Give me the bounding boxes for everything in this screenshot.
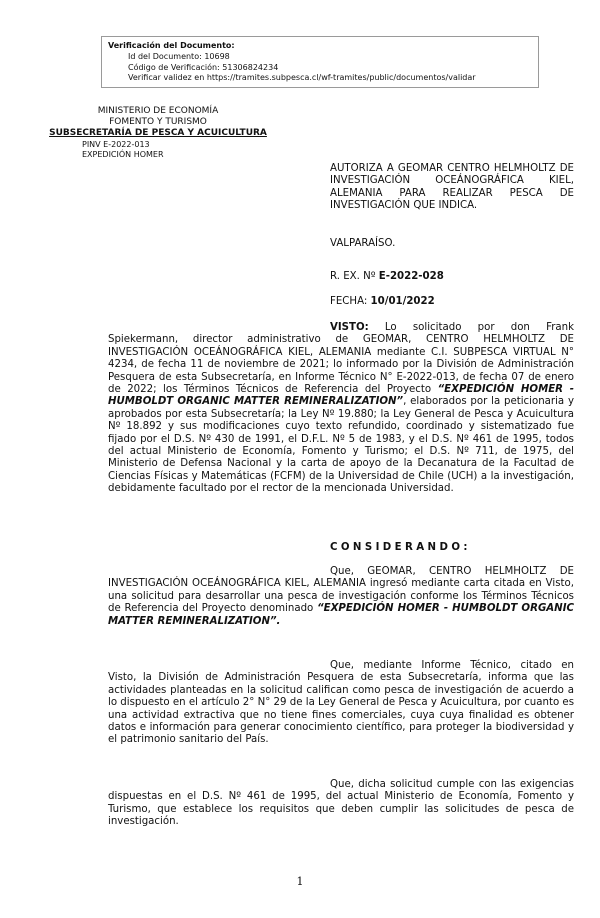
ministry-subname: FOMENTO Y TURISMO [109,117,207,128]
verification-title: Verificación del Documento: [108,41,235,50]
visto-label: VISTO: [330,322,369,333]
subsecretaria-name: SUBSECRETARÍA DE PESCA Y ACUICULTURA [49,128,267,139]
visto-paragraph [108,322,574,496]
city: VALPARAÍSO. [330,238,396,249]
resolution-date-label: FECHA: [330,296,368,307]
ministry-header [34,106,282,160]
considerando-2-text: Que, mediante Informe Técnico, citado en Visto, la División de Administración Pesquera de esta Subsecretaría, informa que las actividades planteadas en la solicitud califican como pesca de investigación de acuerdo a lo dispuesto en el artículo 2° N° 29 de la Ley General de Pesca y Acuicultura, por cuanto es una actividad extractiva que no tiene fines comerciales, cuya cuya finalidad es obtener datos e información para generar conocimiento científico, para proteger la biodiversidad y el patrimonio sanitario del País. [108,660,574,746]
visto-text-1: Lo solicitado por don Frank Spiekermann, director administrativo de GEOMAR, CENTRO HELMHOLTZ DE INVESTIGACIÓN OCEÁNOGRÁFICA KIEL, ALEMANIA mediante C.I. SUBPESCA VIRTUAL N° 4234, de fecha 11 de noviembre de 2021; lo informado por la División de Administración Pesquera de esta Subsecretaría, en Informe Técnico N° E-2022-013, de fecha 07 de enero de 2022; los Términos Técnicos de Referencia del Proyecto [108,322,574,396]
verification-document-id: • Id del Documento: 10698 [128,52,538,63]
considerando-paragraph-1 [108,566,574,628]
verification-code: • Código de Verificación: 51306824234 [128,63,538,74]
ministry-name: MINISTERIO DE ECONOMÍA [97,106,219,116]
considerando-paragraph-2 [108,660,574,747]
visto-text-2: , elaborados por la peticionaria y aprobados por esta Subsecretaría; la Ley Nº 19.880; la Ley General de Pesca y Acuicultura Nº 18.892 y sus modificaciones cuyo texto refundido, coordinado y sistematizado fue fijado por el D.S. Nº 430 de 1991, el D.F.L. Nº 5 de 1983, y el D.S. Nº 461 de 1995, todos del actual Ministerio de Economía, Fomento y Turismo; el D.S. Nº 711, de 1975, del Ministerio de Defensa Nacional y la carta de apoyo de la Decanatura de la Facultad de Ciencias Físicas y Matemáticas (FCFM) de la Universidad de Chile (UCH) a la investigación, debidamente facultado por el rector de la mencionada Universidad. [108,396,575,495]
verification-box [101,36,539,88]
resolution-abstract: AUTORIZA A GEOMAR CENTRO HELMHOLTZ DE INVESTIGACIÓN OCEÁNOGRÁFICA KIEL, ALEMANIA PARA REALIZAR PESCA DE INVESTIGACIÓN QUE INDICA. [330,163,574,212]
considerando-1-project: “EXPEDICIÓN HOMER - HUMBOLDT ORGANIC MATTER REMINERALIZATION”. [108,603,574,627]
page-number: 1 [296,875,304,888]
considerando-1-text: Que, GEOMAR, CENTRO HELMHOLTZ DE INVESTIGACIÓN OCEÁNOGRÁFICA KIEL, ALEMANIA ingresó mediante carta citada en Visto, una solicitud para desarrollar una pesca de investigación conforme los Términos Técnicos de Referencia del Proyecto denominado [108,566,574,615]
resolution-number [330,271,574,283]
verification-url[interactable]: • Verificar validez en https://tramites.subpesca.cl/wf-tramites/public/documentos/validar [128,73,538,84]
considerando-paragraph-3 [108,779,574,829]
considerando-3-text: Que, dicha solicitud cumple con las exigencias dispuestas en el D.S. Nº 461 de 1995, del actual Ministerio de Economía, Fomento y Turismo, que establece los requisitos que deben cumplir las solicitudes de pesca de investigación. [108,779,574,828]
resolution-number-label: R. EX. Nº [330,271,376,282]
verification-list [108,52,538,84]
reference-project: EXPEDICIÓN HOMER [82,149,164,159]
reference-code: PINV E-2022-013 [82,139,150,149]
resolution-number-value: E-2022-028 [378,271,444,282]
visto-project-name: “EXPEDICIÓN HOMER - HUMBOLDT ORGANIC MATTER REMINERALIZATION” [108,384,575,408]
resolution-date-value: 10/01/2022 [370,296,435,307]
considerando-heading: CONSIDERANDO: [330,542,471,553]
resolution-date [330,296,574,308]
